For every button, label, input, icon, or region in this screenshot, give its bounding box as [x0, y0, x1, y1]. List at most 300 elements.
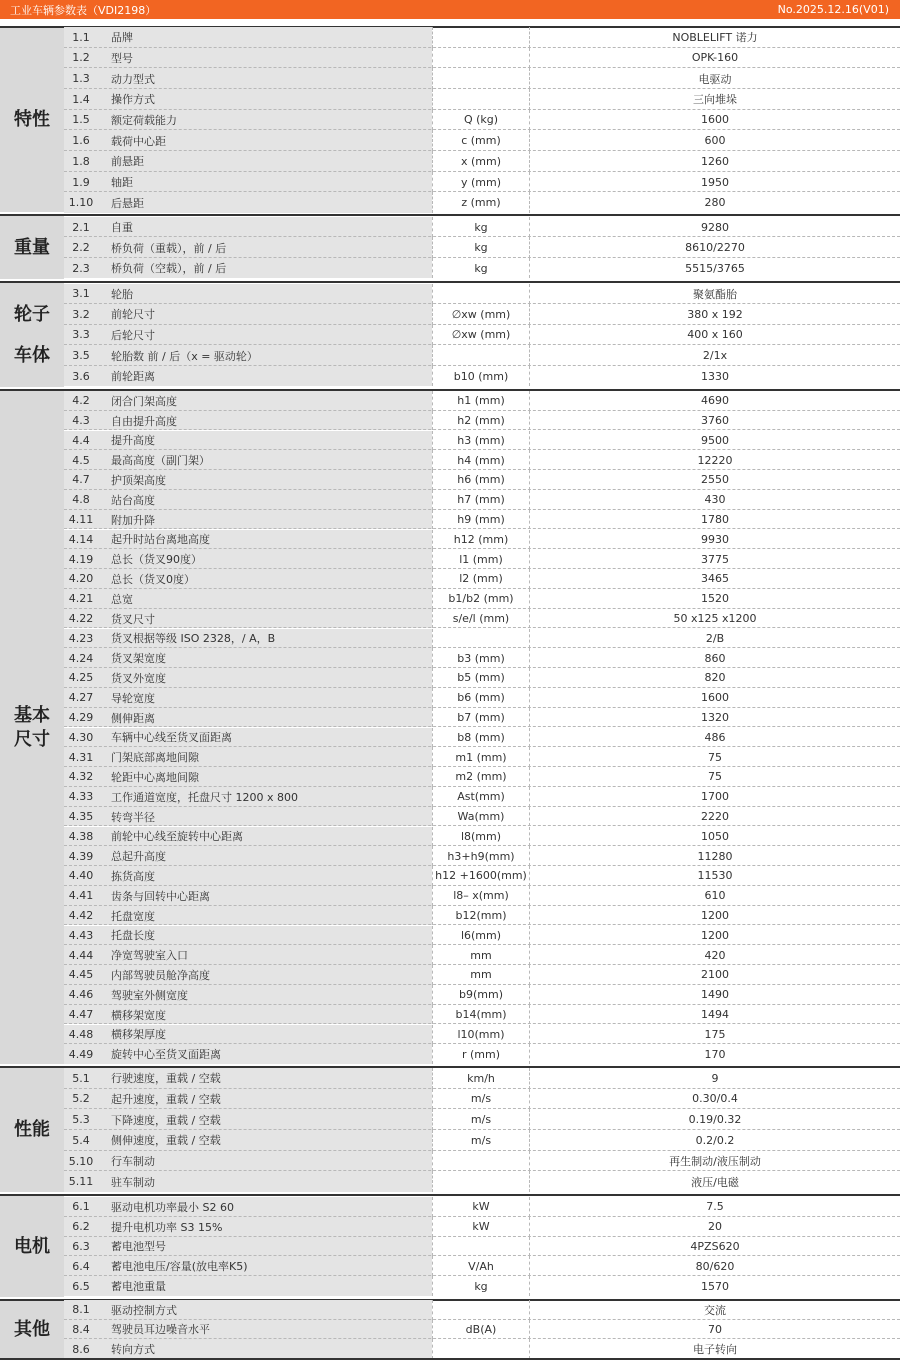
item-unit: b1/b2 (mm) — [432, 589, 530, 609]
table-row — [0, 172, 900, 193]
item-number: 3.1 — [64, 284, 98, 305]
item-number: 3.5 — [64, 345, 98, 366]
item-value: 电子转向 — [693, 1343, 737, 1357]
item-number: 4.24 — [64, 648, 98, 668]
item-number: 5.11 — [64, 1171, 98, 1192]
item-name: 自由提升高度 — [98, 411, 432, 431]
item-value: 7.5 — [706, 1200, 724, 1214]
table-row — [0, 1197, 900, 1217]
item-number: 4.39 — [64, 846, 98, 866]
section-motor — [0, 1194, 900, 1297]
item-unit: h2 (mm) — [432, 411, 530, 431]
item-value: 486 — [704, 730, 726, 744]
category-text: 轮子 — [14, 303, 50, 325]
section-features — [0, 26, 900, 212]
item-number: 4.49 — [64, 1044, 98, 1064]
table-row — [0, 490, 900, 510]
item-name: 货叉根据等级 ISO 2328，/ A，B — [98, 629, 432, 649]
page-header — [0, 0, 900, 19]
item-unit: h6 (mm) — [432, 470, 530, 490]
item-value: 170 — [704, 1047, 726, 1061]
item-name: 品牌 — [98, 27, 432, 48]
table-row — [0, 648, 900, 668]
table-row — [0, 1256, 900, 1276]
item-name: 齿条与回转中心距离 — [98, 886, 432, 906]
item-name: 货叉外宽度 — [98, 668, 432, 688]
table-row — [0, 589, 900, 609]
item-unit: km/h — [432, 1068, 530, 1089]
item-number: 4.30 — [64, 728, 98, 748]
table-row — [0, 846, 900, 866]
item-name: 驱动电机功率最小 S2 60 — [98, 1197, 432, 1217]
table-row — [0, 807, 900, 827]
item-name: 驻车制动 — [98, 1171, 432, 1192]
item-unit: h1 (mm) — [432, 391, 530, 411]
category-text: 车体 — [14, 345, 50, 366]
table-row — [0, 866, 900, 886]
table-row — [0, 549, 900, 569]
item-number: 1.8 — [64, 151, 98, 172]
item-name: 侧伸速度，重载 / 空载 — [98, 1130, 432, 1151]
item-name: 前轮中心线至旋转中心距离 — [98, 827, 432, 847]
table-row — [0, 767, 900, 787]
table-row — [0, 68, 900, 89]
category-text: 基本 — [14, 705, 50, 727]
item-name: 护顶架高度 — [98, 470, 432, 490]
item-value: 380 x 192 — [687, 307, 743, 321]
table-row — [0, 431, 900, 451]
item-number: 4.45 — [64, 965, 98, 985]
table-row — [0, 688, 900, 708]
item-unit: c (mm) — [432, 130, 530, 151]
item-unit: V/Ah — [432, 1256, 530, 1276]
item-value: 11280 — [697, 849, 733, 863]
item-value: 1320 — [701, 711, 729, 725]
item-number: 4.2 — [64, 391, 98, 411]
item-unit: r (mm) — [432, 1044, 530, 1064]
item-unit — [432, 27, 530, 48]
item-unit: l8(mm) — [432, 827, 530, 847]
table-row — [0, 1109, 900, 1130]
item-name: 转弯半径 — [98, 807, 432, 827]
item-value: 1700 — [701, 790, 729, 804]
item-unit: b12(mm) — [432, 906, 530, 926]
item-value: 0.30/0.4 — [692, 1092, 738, 1106]
table-row — [0, 1068, 900, 1089]
item-number: 8.4 — [64, 1320, 98, 1340]
item-number: 8.6 — [64, 1339, 98, 1359]
item-unit — [432, 1237, 530, 1257]
item-unit: mm — [432, 945, 530, 965]
item-value: 9 — [711, 1071, 719, 1085]
item-number: 4.25 — [64, 668, 98, 688]
item-name: 桥负荷（空载），前 / 后 — [98, 258, 432, 279]
table-row — [0, 48, 900, 69]
table-row — [0, 1339, 900, 1359]
item-unit — [432, 68, 530, 89]
table-row — [0, 787, 900, 807]
item-name: 自重 — [98, 217, 432, 238]
table-row — [0, 237, 900, 258]
item-number: 6.3 — [64, 1237, 98, 1257]
table-row — [0, 130, 900, 151]
item-name: 横移架厚度 — [98, 1025, 432, 1045]
item-value: 4PZS620 — [690, 1239, 740, 1253]
item-unit: m/s — [432, 1130, 530, 1151]
item-name: 总长（货叉0度） — [98, 569, 432, 589]
item-number: 4.41 — [64, 886, 98, 906]
item-name: 蓄电池电压/容量(放电率K5) — [98, 1256, 432, 1276]
table-row — [0, 747, 900, 767]
item-number: 4.3 — [64, 411, 98, 431]
item-name: 后轮尺寸 — [98, 325, 432, 346]
item-name: 型号 — [98, 48, 432, 69]
item-number: 2.3 — [64, 258, 98, 279]
item-value: 3775 — [701, 552, 729, 566]
item-number: 5.3 — [64, 1109, 98, 1130]
section-dimensions — [0, 389, 900, 1064]
item-value: 1950 — [701, 175, 729, 189]
item-number: 4.33 — [64, 787, 98, 807]
item-unit — [432, 48, 530, 69]
item-value: 5515/3765 — [685, 261, 745, 275]
item-unit: s/e/l (mm) — [432, 609, 530, 629]
item-number: 1.5 — [64, 110, 98, 131]
item-number: 2.2 — [64, 237, 98, 258]
item-name: 桥负荷（重载），前 / 后 — [98, 237, 432, 258]
item-value: 175 — [704, 1027, 726, 1041]
table-row — [0, 151, 900, 172]
item-name: 操作方式 — [98, 89, 432, 110]
item-number: 4.20 — [64, 569, 98, 589]
item-value: 1050 — [701, 829, 729, 843]
item-unit: m/s — [432, 1089, 530, 1110]
item-name: 载荷中心距 — [98, 130, 432, 151]
document-title: 工业车辆参数表（VDI2198） — [10, 3, 157, 17]
item-value: 420 — [704, 948, 726, 962]
item-unit: ∅xw (mm) — [432, 325, 530, 346]
category-text: 特性 — [14, 109, 50, 131]
table-row — [0, 1276, 900, 1296]
table-row — [0, 345, 900, 366]
item-number: 3.3 — [64, 325, 98, 346]
category-text: 性能 — [14, 1119, 50, 1141]
table-row — [0, 708, 900, 728]
item-value: 1200 — [701, 909, 729, 923]
item-value: 2/B — [705, 631, 725, 645]
item-unit: b5 (mm) — [432, 668, 530, 688]
item-number: 4.22 — [64, 609, 98, 629]
item-name: 轮距中心离地间隙 — [98, 767, 432, 787]
item-unit: l2 (mm) — [432, 569, 530, 589]
item-unit: ∅xw (mm) — [432, 304, 530, 325]
item-value: 1570 — [701, 1279, 729, 1293]
table-row — [0, 192, 900, 213]
table-row — [0, 668, 900, 688]
item-unit: h3 (mm) — [432, 431, 530, 451]
table-row — [0, 926, 900, 946]
item-name: 工作通道宽度，托盘尺寸 1200 x 800 — [98, 787, 432, 807]
item-value: 9930 — [701, 532, 729, 546]
table-row — [0, 110, 900, 131]
item-unit: Q (kg) — [432, 110, 530, 131]
item-unit: dB(A) — [432, 1320, 530, 1340]
item-number: 6.1 — [64, 1197, 98, 1217]
item-name: 起升速度，重载 / 空载 — [98, 1089, 432, 1110]
item-name: 站台高度 — [98, 490, 432, 510]
item-value: 600 — [704, 134, 726, 148]
item-name: 总起升高度 — [98, 846, 432, 866]
item-unit — [432, 284, 530, 305]
item-number: 4.43 — [64, 926, 98, 946]
item-number: 4.35 — [64, 807, 98, 827]
item-number: 4.47 — [64, 1005, 98, 1025]
item-unit: b6 (mm) — [432, 688, 530, 708]
item-unit: h3+h9(mm) — [432, 846, 530, 866]
table-row — [0, 965, 900, 985]
item-value: 2100 — [701, 968, 729, 982]
item-value: 1494 — [701, 1008, 729, 1022]
item-number: 5.1 — [64, 1068, 98, 1089]
item-name: 额定荷载能力 — [98, 110, 432, 131]
item-name: 托盘宽度 — [98, 906, 432, 926]
item-number: 4.11 — [64, 510, 98, 530]
item-value: 4690 — [701, 394, 729, 408]
item-number: 4.8 — [64, 490, 98, 510]
item-number: 6.4 — [64, 1256, 98, 1276]
item-name: 车辆中心线至货叉面距离 — [98, 728, 432, 748]
item-number: 4.4 — [64, 431, 98, 451]
table-row — [0, 470, 900, 490]
item-name: 轮胎数 前 / 后（x = 驱动轮） — [98, 345, 432, 366]
table-row — [0, 827, 900, 847]
item-unit: h12 +1600(mm) — [432, 866, 530, 886]
table-row — [0, 258, 900, 279]
item-value: 70 — [708, 1322, 722, 1336]
item-unit — [432, 89, 530, 110]
item-unit: Ast(mm) — [432, 787, 530, 807]
item-unit: kW — [432, 1197, 530, 1217]
item-value: 液压/电磁 — [691, 1175, 739, 1189]
table-row — [0, 325, 900, 346]
section-other — [0, 1299, 900, 1358]
item-unit: kg — [432, 1276, 530, 1296]
item-unit: h4 (mm) — [432, 450, 530, 470]
section-wheels-chassis — [0, 281, 900, 387]
table-row — [0, 985, 900, 1005]
item-name: 货叉架宽度 — [98, 648, 432, 668]
item-value: 三向堆垛 — [693, 93, 737, 107]
item-number: 1.10 — [64, 192, 98, 213]
item-value: 400 x 160 — [687, 328, 743, 342]
category-text: 尺寸 — [14, 728, 50, 750]
item-unit: kg — [432, 237, 530, 258]
item-name: 轮胎 — [98, 284, 432, 305]
item-value: 75 — [708, 750, 722, 764]
table-row — [0, 510, 900, 530]
item-value: 1600 — [701, 113, 729, 127]
item-value: 1600 — [701, 691, 729, 705]
item-name: 提升高度 — [98, 431, 432, 451]
item-name: 闭合门架高度 — [98, 391, 432, 411]
table-row — [0, 945, 900, 965]
item-value: 再生制动/液压制动 — [669, 1155, 761, 1169]
item-number: 4.14 — [64, 530, 98, 550]
item-value: 80/620 — [695, 1259, 735, 1273]
item-value: 280 — [704, 196, 726, 210]
item-unit: mm — [432, 965, 530, 985]
item-value: 1780 — [701, 513, 729, 527]
item-name: 门架底部离地间隙 — [98, 747, 432, 767]
item-number: 1.1 — [64, 27, 98, 48]
item-value: 75 — [708, 770, 722, 784]
item-value: 430 — [704, 493, 726, 507]
item-number: 4.21 — [64, 589, 98, 609]
category-text: 重量 — [14, 236, 50, 258]
table-row — [0, 906, 900, 926]
item-number: 4.38 — [64, 827, 98, 847]
item-unit: kW — [432, 1217, 530, 1237]
table-row — [0, 886, 900, 906]
item-unit: m2 (mm) — [432, 767, 530, 787]
table-row — [0, 1005, 900, 1025]
item-number: 5.10 — [64, 1151, 98, 1172]
table-row — [0, 450, 900, 470]
table-row — [0, 89, 900, 110]
item-number: 4.48 — [64, 1025, 98, 1045]
item-unit — [432, 629, 530, 649]
item-number: 5.2 — [64, 1089, 98, 1110]
section-performance — [0, 1066, 900, 1192]
table-row — [0, 366, 900, 387]
item-number: 1.2 — [64, 48, 98, 69]
category-text: 其他 — [14, 1318, 50, 1340]
item-value: 2/1x — [702, 349, 728, 363]
table-row — [0, 1044, 900, 1064]
item-number: 3.6 — [64, 366, 98, 387]
item-unit: y (mm) — [432, 172, 530, 193]
item-number: 4.44 — [64, 945, 98, 965]
item-unit: h7 (mm) — [432, 490, 530, 510]
item-value: 交流 — [704, 1303, 726, 1317]
item-number: 8.1 — [64, 1300, 98, 1320]
item-value: 2550 — [701, 473, 729, 487]
item-name: 下降速度，重载 / 空载 — [98, 1109, 432, 1130]
item-value: OPK-160 — [691, 51, 739, 65]
item-name: 前轮距离 — [98, 366, 432, 387]
item-value: 1200 — [701, 928, 729, 942]
item-name: 前轮尺寸 — [98, 304, 432, 325]
item-unit: b10 (mm) — [432, 366, 530, 387]
item-name: 托盘长度 — [98, 926, 432, 946]
table-row — [0, 569, 900, 589]
item-name: 内部驾驶员舱净高度 — [98, 965, 432, 985]
item-value: 0.2/0.2 — [695, 1133, 735, 1147]
table-row — [0, 1089, 900, 1110]
item-name: 附加升降 — [98, 510, 432, 530]
table-row — [0, 27, 900, 48]
table-row — [0, 304, 900, 325]
item-name: 驱动控制方式 — [98, 1300, 432, 1320]
item-unit: b9(mm) — [432, 985, 530, 1005]
item-number: 4.27 — [64, 688, 98, 708]
item-number: 4.23 — [64, 629, 98, 649]
item-number: 4.32 — [64, 767, 98, 787]
table-row — [0, 391, 900, 411]
item-unit: m/s — [432, 1109, 530, 1130]
item-value: 610 — [704, 889, 726, 903]
table-row — [0, 629, 900, 649]
table-row — [0, 728, 900, 748]
item-name: 行驶速度，重载 / 空载 — [98, 1068, 432, 1089]
item-value: 聚氨酯胎 — [693, 287, 737, 301]
item-unit: m1 (mm) — [432, 747, 530, 767]
item-unit: z (mm) — [432, 192, 530, 213]
item-number: 4.7 — [64, 470, 98, 490]
item-name: 总宽 — [98, 589, 432, 609]
item-name: 起升时站台离地高度 — [98, 530, 432, 550]
item-name: 蓄电池重量 — [98, 1276, 432, 1296]
item-value: 50 x125 x1200 — [673, 612, 757, 626]
item-name: 提升电机功率 S3 15% — [98, 1217, 432, 1237]
table-row — [0, 1025, 900, 1045]
item-number: 4.29 — [64, 708, 98, 728]
item-name: 侧伸距离 — [98, 708, 432, 728]
item-number: 4.5 — [64, 450, 98, 470]
table-row — [0, 1300, 900, 1320]
item-value: 3760 — [701, 414, 729, 428]
item-unit: h9 (mm) — [432, 510, 530, 530]
item-number: 3.2 — [64, 304, 98, 325]
item-unit: l6(mm) — [432, 926, 530, 946]
category-text: 电机 — [14, 1235, 50, 1257]
item-value: 2220 — [701, 810, 729, 824]
item-number: 4.31 — [64, 747, 98, 767]
item-number: 1.6 — [64, 130, 98, 151]
item-number: 1.9 — [64, 172, 98, 193]
item-number: 4.40 — [64, 866, 98, 886]
item-name: 前悬距 — [98, 151, 432, 172]
item-value: NOBLELIFT 诺力 — [672, 31, 758, 45]
item-unit: b14(mm) — [432, 1005, 530, 1025]
item-name: 拣货高度 — [98, 866, 432, 886]
table-row — [0, 1151, 900, 1172]
item-unit: b8 (mm) — [432, 728, 530, 748]
item-value: 0.19/0.32 — [688, 1113, 742, 1127]
item-unit: kg — [432, 217, 530, 238]
table-row — [0, 1130, 900, 1151]
item-number: 6.5 — [64, 1276, 98, 1296]
item-unit — [432, 1151, 530, 1172]
item-name: 最高高度（副门架） — [98, 450, 432, 470]
item-number: 4.46 — [64, 985, 98, 1005]
table-row — [0, 1217, 900, 1237]
item-name: 净宽驾驶室入口 — [98, 945, 432, 965]
item-value: 1330 — [701, 369, 729, 383]
item-unit: b3 (mm) — [432, 648, 530, 668]
item-unit: l1 (mm) — [432, 549, 530, 569]
table-row — [0, 1320, 900, 1340]
item-value: 8610/2270 — [685, 241, 745, 254]
item-unit: Wa(mm) — [432, 807, 530, 827]
item-name: 动力型式 — [98, 68, 432, 89]
table-row — [0, 284, 900, 305]
item-name: 横移架宽度 — [98, 1005, 432, 1025]
item-number: 1.4 — [64, 89, 98, 110]
item-name: 导轮宽度 — [98, 688, 432, 708]
item-number: 1.3 — [64, 68, 98, 89]
item-name: 货叉尺寸 — [98, 609, 432, 629]
